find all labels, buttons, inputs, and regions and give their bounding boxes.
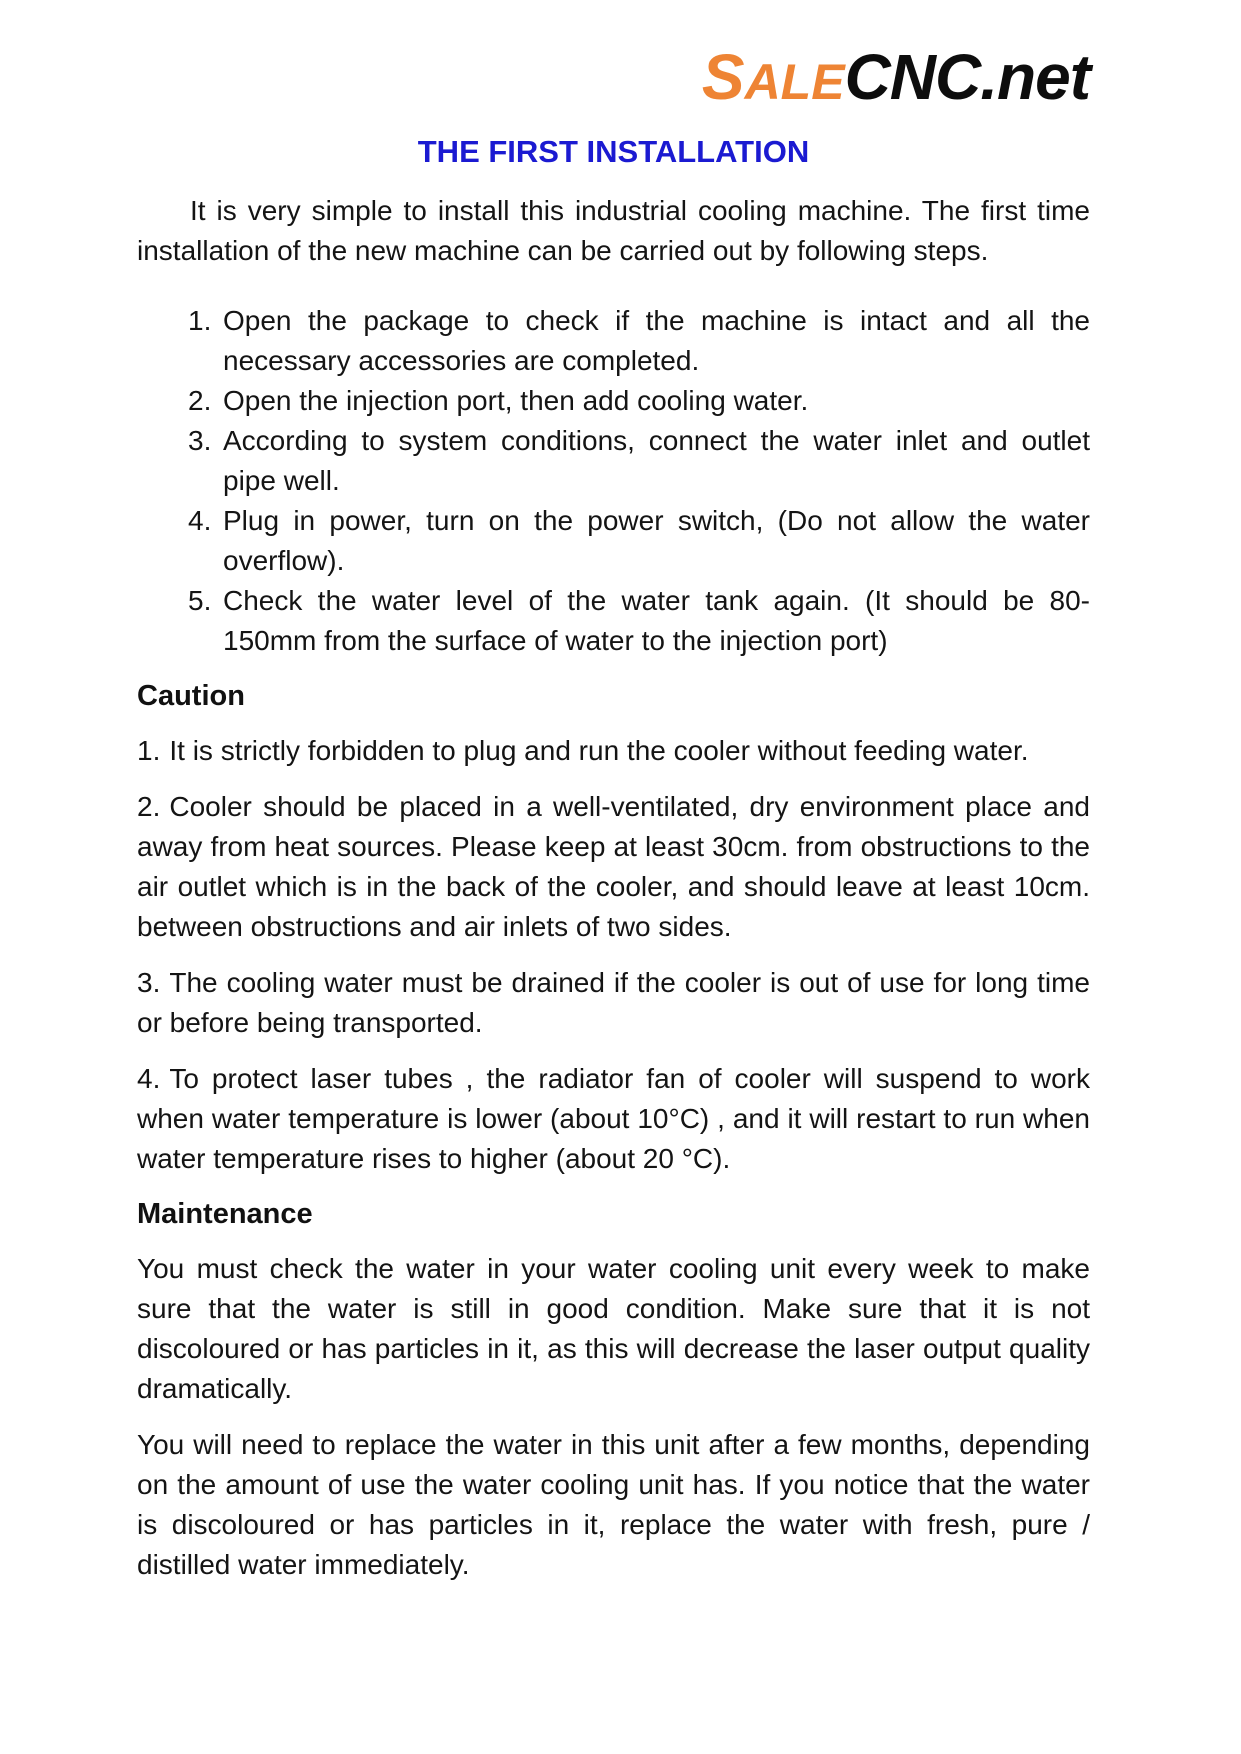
- caution-number: 2.: [137, 791, 161, 823]
- step-text: Open the injection port, then add cooling water.: [223, 385, 809, 417]
- step-text: Open the package to check if the machine is intact and all the necessary accessories are completed.: [223, 305, 1090, 377]
- install-step-4: [137, 501, 1090, 581]
- caution-item-2: [137, 787, 1090, 947]
- install-step-2: [137, 381, 1090, 421]
- caution-text: To protect laser tubes , the radiator fan of cooler will suspend to work when water temperature is lower (about 10°C) , and it will restart to run when water temperature rises to higher (about 20 °C).: [137, 1063, 1090, 1175]
- maintenance-paragraph-2: You will need to replace the water in this unit after a few months, depending on the amount of use the water cooling unit has. If you notice that the water is discoloured or has particles in it, replace the water with fresh, pure / distilled water immediately.: [137, 1429, 1090, 1581]
- step-text: Plug in power, turn on the power switch, (Do not allow the water overflow).: [223, 505, 1090, 577]
- logo-domain-text: CNC.net: [844, 41, 1090, 113]
- caution-number: 1.: [137, 735, 161, 767]
- step-text: Check the water level of the water tank again. (It should be 80-150mm from the surface of water to the injection port): [223, 585, 1090, 657]
- caution-item-1: [137, 731, 1090, 771]
- step-number: 5.: [188, 585, 212, 617]
- caution-text: It is strictly forbidden to plug and run the cooler without feeding water.: [169, 735, 1029, 767]
- step-number: 2.: [188, 385, 212, 417]
- step-number: 1.: [188, 305, 212, 337]
- intro-paragraph: It is very simple to install this industrial cooling machine. The first time installation of the new machine can be carried out by following steps.: [137, 195, 1090, 267]
- page-title: THE FIRST INSTALLATION: [417, 134, 810, 170]
- maintenance-heading: Maintenance: [137, 1198, 313, 1231]
- install-step-1: [137, 301, 1090, 381]
- step-number: 3.: [188, 425, 212, 457]
- caution-item-4: [137, 1059, 1090, 1179]
- salecnc-logo: [137, 0, 1090, 111]
- install-step-3: [137, 421, 1090, 501]
- bottom-whitespace: [137, 1585, 1090, 1725]
- caution-text: The cooling water must be drained if the cooler is out of use for long time or before being transported.: [137, 967, 1090, 1039]
- caution-number: 4.: [137, 1063, 161, 1095]
- logo-sale-text: SALE: [701, 41, 845, 113]
- install-steps-list: [137, 301, 1090, 661]
- step-number: 4.: [188, 505, 212, 537]
- caution-number: 3.: [137, 967, 161, 999]
- caution-text: Cooler should be placed in a well-ventilated, dry environment place and away from heat sources. Please keep at least 30cm. from obstructions to the air outlet which is in the back of the cooler, and should leave at least 10cm. between obstructions and air inlets of two sides.: [137, 791, 1090, 943]
- document-content: [137, 0, 1090, 1725]
- caution-heading: Caution: [137, 680, 245, 713]
- maintenance-paragraph-1: You must check the water in your water cooling unit every week to make sure that the water is still in good condition. Make sure that it is not discoloured or has particles in it, as this will decrease the laser output quality dramatically.: [137, 1253, 1090, 1405]
- install-step-5: [137, 581, 1090, 661]
- step-text: According to system conditions, connect the water inlet and outlet pipe well.: [223, 425, 1090, 497]
- caution-item-3: [137, 963, 1090, 1043]
